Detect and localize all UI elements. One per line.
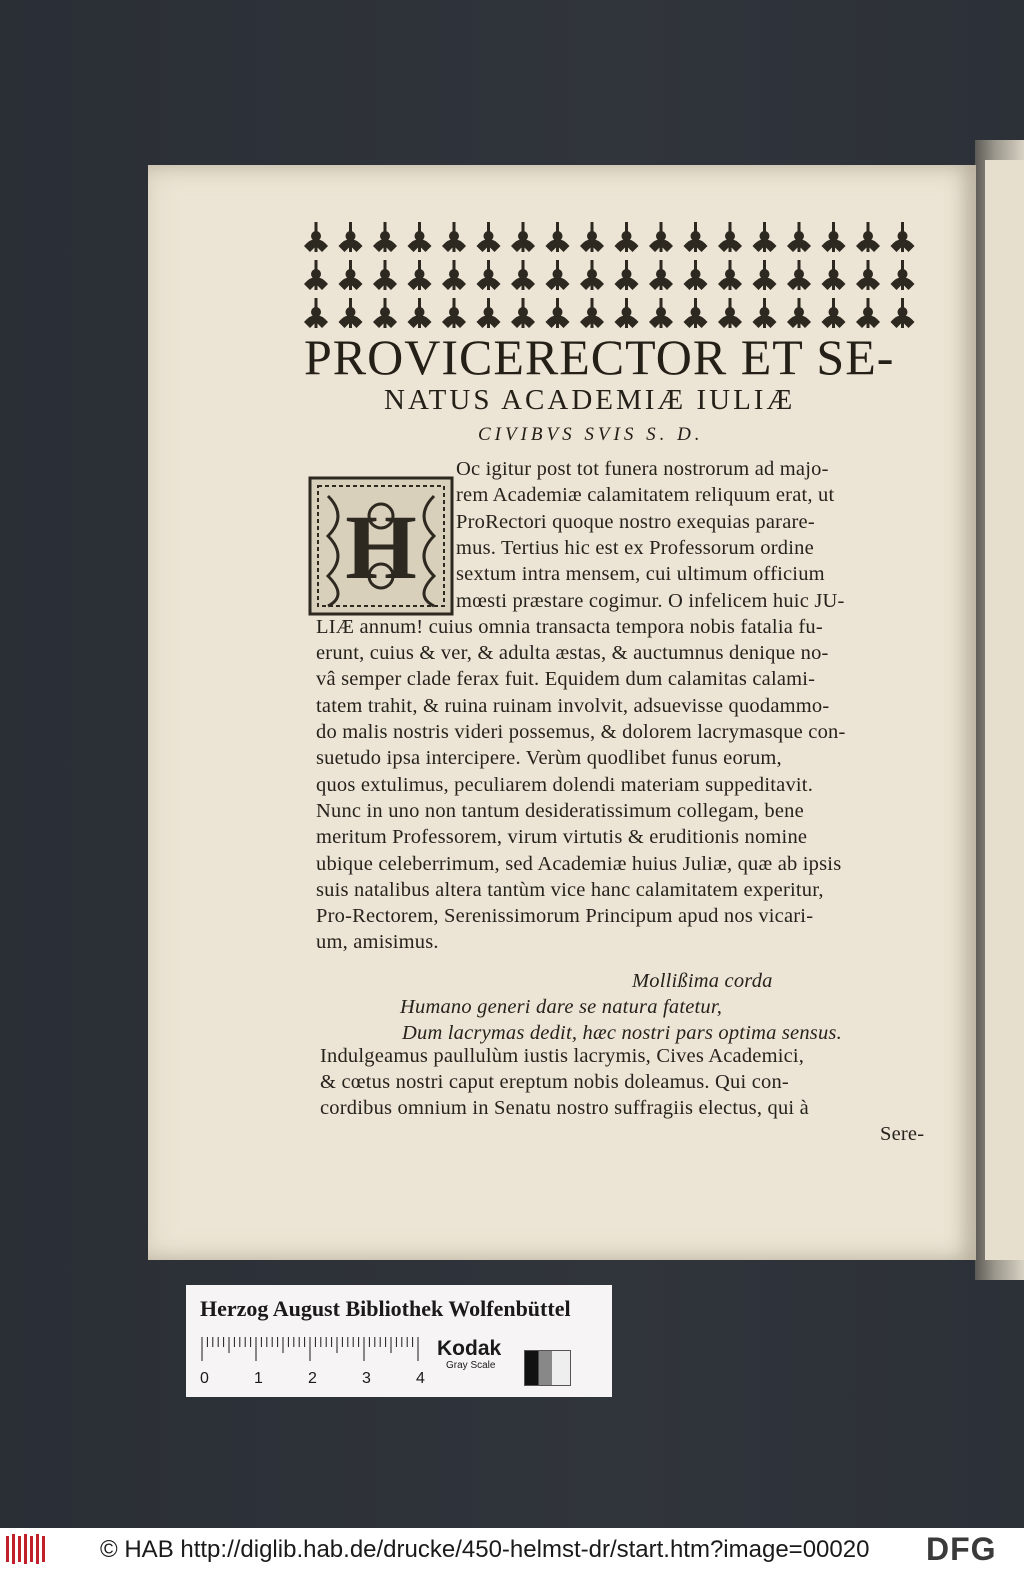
title-line-1: PROVICERECTOR ET SE-: [304, 329, 895, 385]
fleuron-icon: [856, 260, 880, 290]
body-line: do malis nostris videri possemus, & dolorem lacrymasque con-: [316, 721, 846, 743]
body-line: quos extulimus, peculiarem dolendi materiam suppeditavit.: [316, 773, 814, 796]
body-line: meritum Professorem, virum virtutis & eruditionis nomine: [316, 826, 808, 849]
fleuron-icon: [477, 298, 501, 328]
body-line: Pro-Rectorem, Serenissimorum Principum apud nos vicari-: [316, 905, 814, 928]
fleuron-icon: [546, 222, 570, 252]
fleuron-icon: [511, 222, 535, 252]
fleuron-icon: [339, 260, 363, 290]
fleuron-icon: [649, 260, 673, 290]
fleuron-icon: [856, 222, 880, 252]
fleuron-icon: [546, 260, 570, 290]
body-line: mœsti præstare cogimur. O infelicem huic JU-: [456, 589, 845, 612]
body-line: LIÆ annum! cuius omnia transacta tempora nobis fatalia fu-: [316, 615, 823, 638]
fleuron-icon: [615, 298, 639, 328]
fleuron-icon: [408, 298, 432, 328]
body-line: tatem trahit, & ruina ruinam involvit, adsuevisse quodammo-: [316, 694, 830, 717]
fleuron-icon: [856, 298, 880, 328]
decorated-initial-h: [308, 476, 454, 616]
fleuron-icon: [891, 298, 915, 328]
fleuron-icon: [649, 222, 673, 252]
body-line: suetudo ipsa intercipere. Verùm quodlibet funus eorum,: [316, 747, 782, 770]
closing-line: & cœtus nostri caput ereptum nobis doleamus. Qui con-: [320, 1071, 789, 1093]
scale-number: 4: [416, 1370, 425, 1387]
catchword: Sere-: [880, 1123, 925, 1145]
fleuron-icon: [580, 260, 604, 290]
fleuron-icon: [753, 260, 777, 290]
fleuron-icon: [511, 260, 535, 290]
fleuron-icon: [684, 260, 708, 290]
fleuron-icon: [477, 260, 501, 290]
copyright-link[interactable]: © HAB http://diglib.hab.de/drucke/450-helmst-dr/start.htm?image=00020: [100, 1536, 870, 1563]
fleuron-icon: [787, 260, 811, 290]
body-line: sextum intra mensem, cui ultimum officium: [456, 563, 825, 586]
body-line: suis natalibus altera tantùm vice hanc calamitatem experitur,: [316, 878, 824, 901]
fleuron-icon: [615, 260, 639, 290]
verse-line: Mollißima corda: [632, 970, 773, 992]
gray-scale-label: Gray Scale: [446, 1360, 496, 1371]
title-line-2: NATUS ACADEMIÆ IULIÆ: [384, 384, 796, 416]
fleuron-icon: [511, 298, 535, 328]
gray-scale-swatch: [524, 1350, 571, 1386]
library-name: Herzog August Bibliothek Wolfenbüttel: [200, 1296, 571, 1321]
fleuron-icon: [580, 222, 604, 252]
fleuron-icon: [649, 298, 673, 328]
body-line: ProRectori quoque nostro exequias parare-: [456, 510, 815, 533]
adjacent-page-edge-inner: [985, 160, 1024, 1260]
fleuron-icon: [891, 260, 915, 290]
fleuron-icon: [718, 260, 742, 290]
fleuron-icon: [373, 260, 397, 290]
measurement-scale: [200, 1335, 425, 1387]
body-line: vâ semper clade ferax fuit. Equidem dum calamitas calami-: [316, 668, 816, 691]
fleuron-icon: [615, 222, 639, 252]
fleuron-icon: [373, 298, 397, 328]
fleuron-icon: [304, 260, 328, 290]
fleuron-icon: [442, 298, 466, 328]
fleuron-icon: [753, 222, 777, 252]
fleuron-icon: [339, 298, 363, 328]
kodak-brand: Kodak: [437, 1337, 502, 1360]
fleuron-icon: [477, 222, 501, 252]
fleuron-icon: [442, 222, 466, 252]
scale-number: 2: [308, 1370, 317, 1387]
fleuron-icon: [304, 298, 328, 328]
initial-letter: H: [345, 496, 417, 598]
fleuron-icon: [442, 260, 466, 290]
verse-line: Dum lacrymas dedit, hæc nostri pars optima sensus.: [402, 1022, 842, 1044]
body-line: rem Academiæ calamitatem reliquum erat, ut: [456, 484, 835, 507]
hab-logo-icon: [4, 1532, 48, 1566]
fleuron-icon: [753, 298, 777, 328]
fleuron-icon: [339, 222, 363, 252]
fleuron-icon: [822, 260, 846, 290]
body-line: erunt, cuius & ver, & adulta æstas, & auctumnus denique no-: [316, 642, 829, 665]
fleuron-icon: [580, 298, 604, 328]
ornamental-header-band: [300, 218, 922, 336]
fleuron-icon: [718, 222, 742, 252]
scale-number: 0: [200, 1370, 209, 1387]
fleuron-icon: [408, 260, 432, 290]
closing-line: cordibus omnium in Senatu nostro suffragiis electus, qui à: [320, 1097, 809, 1119]
fleuron-icon: [546, 298, 570, 328]
body-line: Oc igitur post tot funera nostrorum ad majo-: [456, 458, 829, 480]
fleuron-icon: [304, 222, 328, 252]
fleuron-icon: [718, 298, 742, 328]
scale-number: 3: [362, 1370, 371, 1387]
fleuron-icon: [684, 298, 708, 328]
verse-line: Humano generi dare se natura fatetur,: [400, 996, 723, 1018]
body-line: mus. Tertius hic est ex Professorum ordine: [456, 536, 814, 559]
fleuron-icon: [408, 222, 432, 252]
closing-line: Indulgeamus paullulùm iustis lacrymis, Cives Academici,: [320, 1045, 805, 1067]
body-line: um, amisimus.: [316, 931, 439, 954]
fleuron-icon: [787, 222, 811, 252]
fleuron-icon: [822, 298, 846, 328]
fleuron-icon: [822, 222, 846, 252]
fleuron-icon: [891, 222, 915, 252]
fleuron-icon: [373, 222, 397, 252]
fleuron-icon: [684, 222, 708, 252]
body-line: Nunc in uno non tantum desideratissimum collegam, bene: [316, 799, 804, 822]
dfg-logo: DFG: [926, 1531, 997, 1567]
fleuron-icon: [787, 298, 811, 328]
scale-number: 1: [254, 1370, 263, 1387]
body-line: ubique celeberrimum, sed Academiæ huius Juliæ, quæ ab ipsis: [316, 852, 842, 875]
subtitle: CIVIBVS SVIS S. D.: [478, 424, 704, 445]
